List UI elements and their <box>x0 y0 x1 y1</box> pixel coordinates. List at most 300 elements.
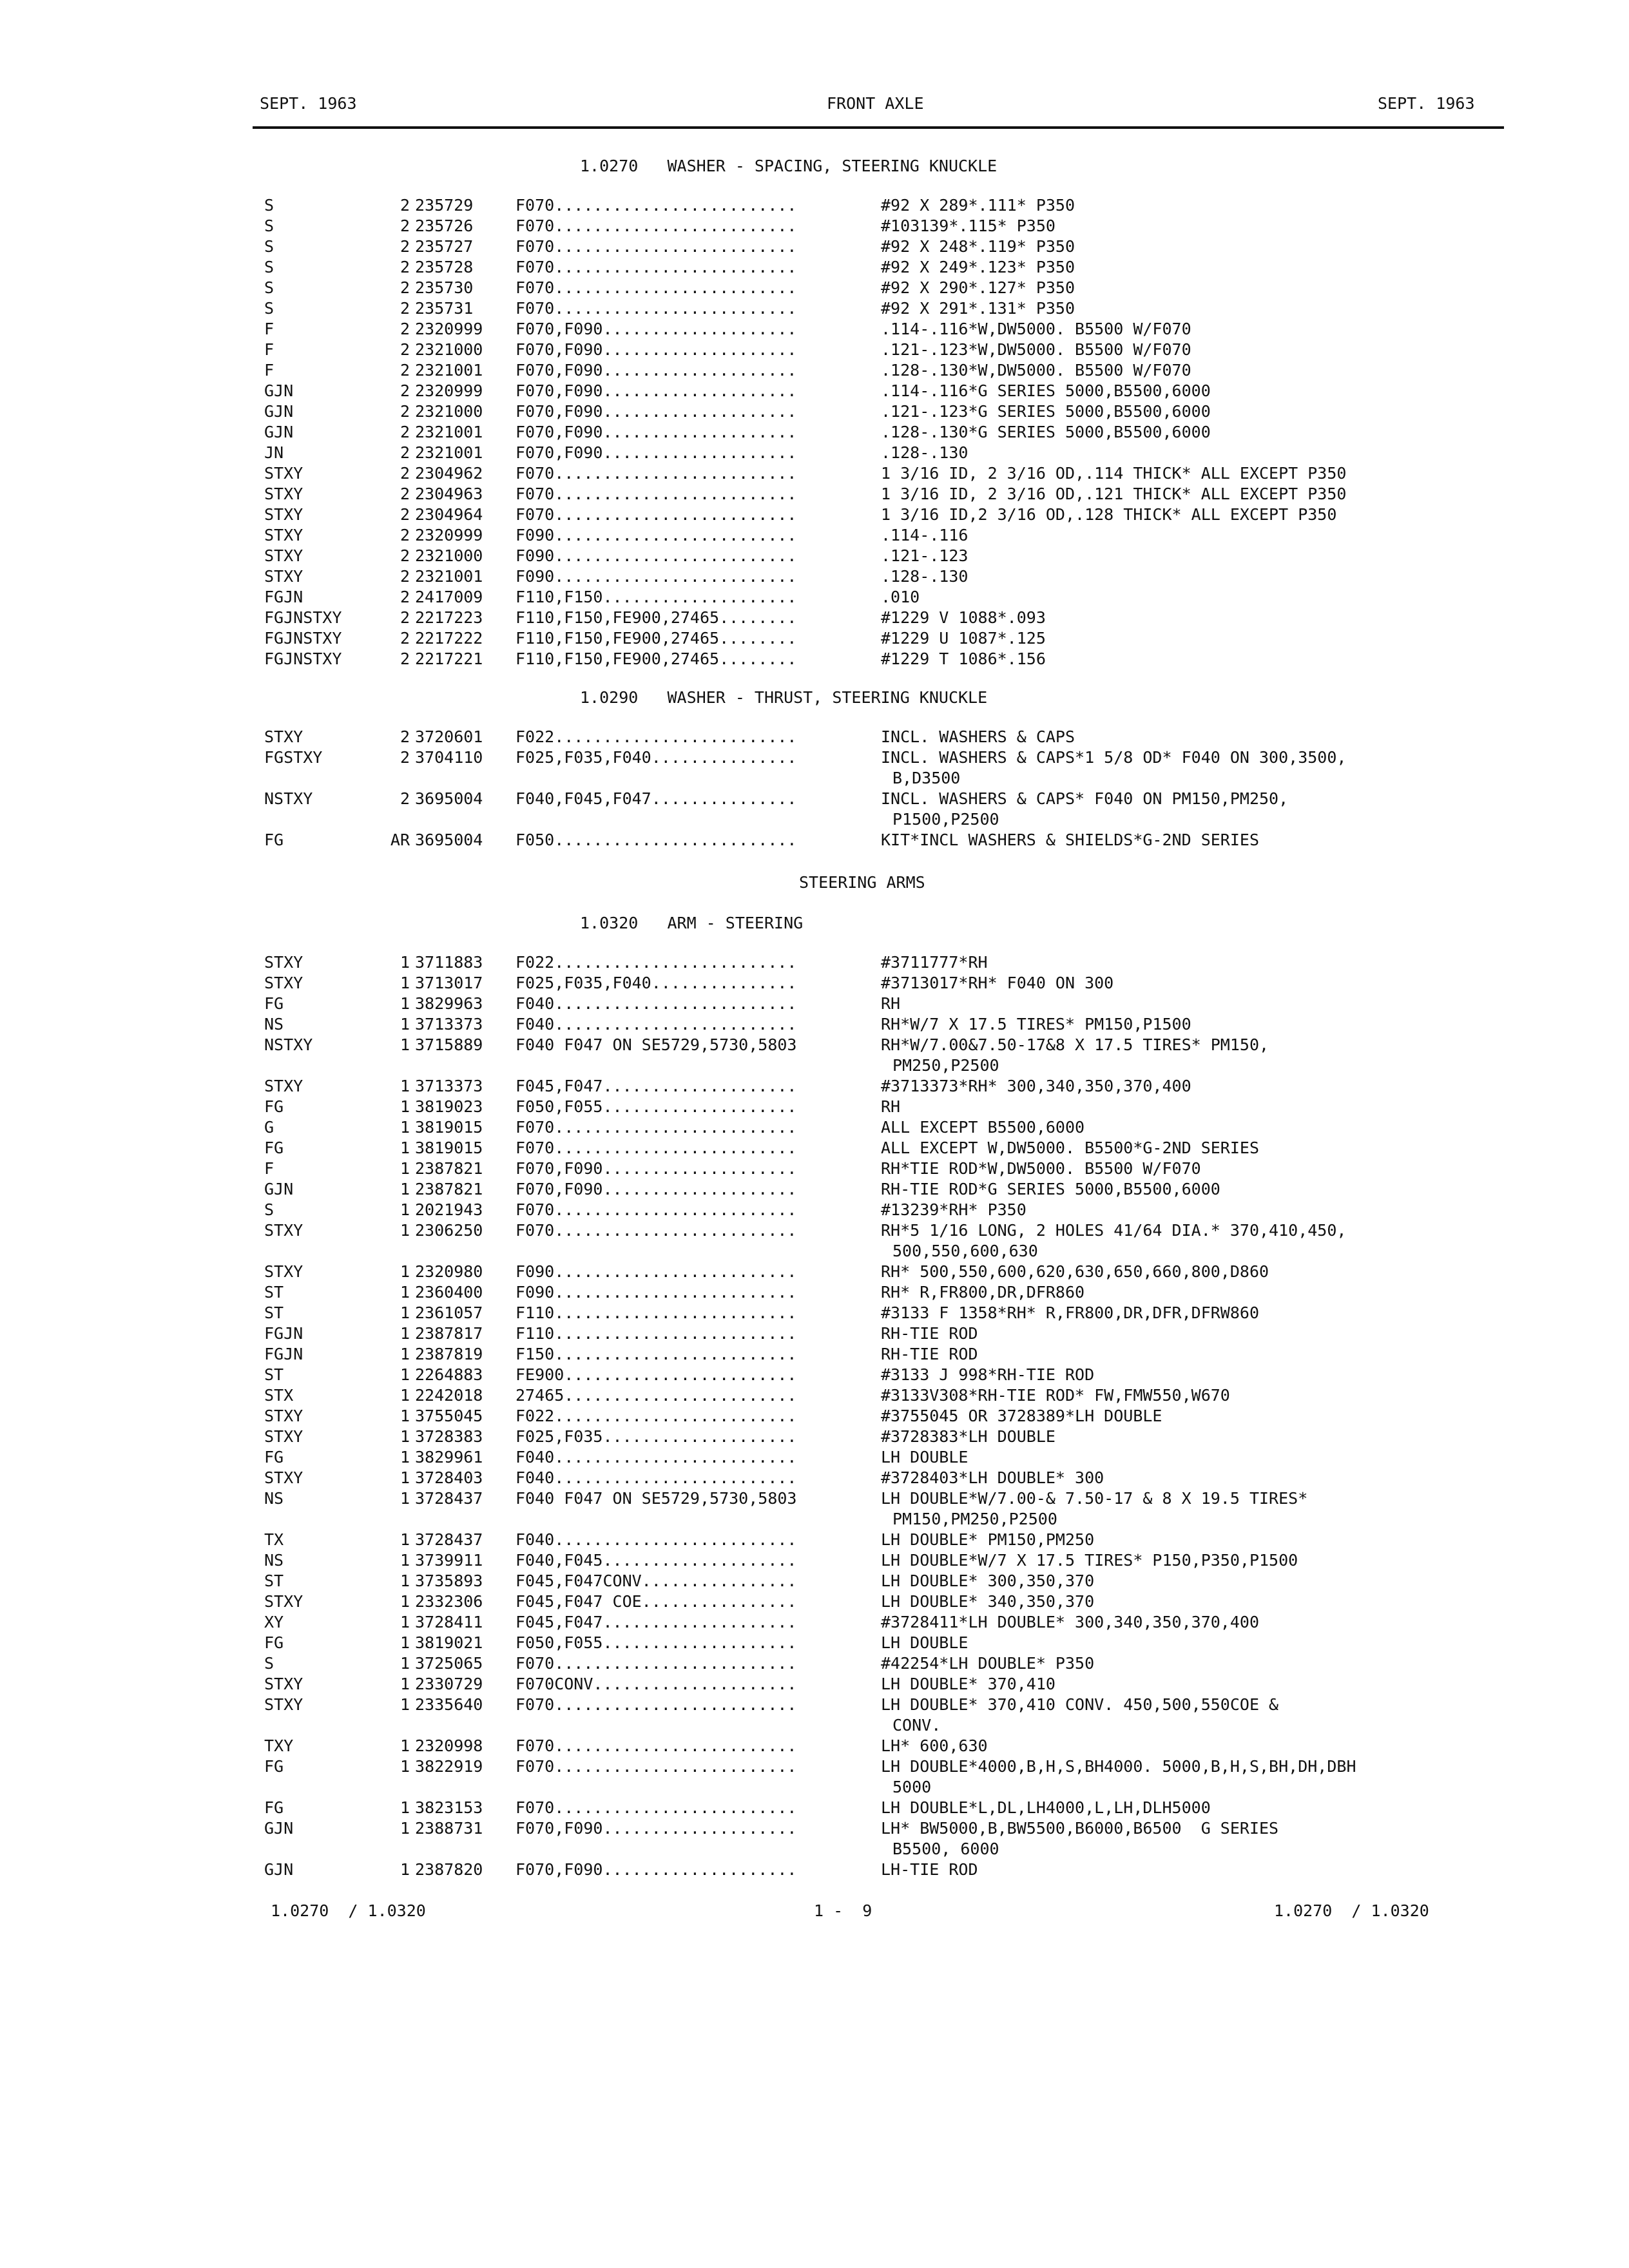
part-row <box>0 1035 1629 1055</box>
description: LH DOUBLE <box>881 1448 969 1466</box>
part-row <box>0 1365 1629 1385</box>
usage-code: NS <box>264 1015 284 1033</box>
part-number: 2335640 <box>415 1695 483 1714</box>
description: RH <box>881 1097 901 1116</box>
section-title: 1.0290 WASHER - THRUST, STEERING KNUCKLE <box>580 688 988 707</box>
quantity: 1 <box>400 1551 410 1570</box>
usage-code: NSTXY <box>264 789 313 808</box>
quantity: 2 <box>400 789 410 808</box>
quantity: 2 <box>400 485 410 503</box>
section-title: 1.0270 WASHER - SPACING, STEERING KNUCKLE <box>580 157 998 175</box>
description: #3713373*RH* 300,340,350,370,400 <box>881 1077 1191 1095</box>
model-ref: F070......................... <box>516 216 797 235</box>
description: #3133V308*RH-TIE ROD* FW,FMW550,W670 <box>881 1386 1230 1405</box>
quantity: 1 <box>400 1015 410 1033</box>
model-ref: F070,F090.................... <box>516 1860 797 1879</box>
description: #1229 T 1086*.156 <box>881 649 1046 668</box>
description: .121-.123 <box>881 546 969 565</box>
model-ref: F022......................... <box>516 1407 797 1425</box>
quantity: 1 <box>400 1365 410 1384</box>
part-row <box>0 1076 1629 1097</box>
usage-code: S <box>264 278 275 297</box>
usage-code: FGSTXY <box>264 748 323 767</box>
part-number: 2217222 <box>415 629 483 648</box>
quantity: 2 <box>400 464 410 483</box>
model-ref: F110,F150,FE900,27465........ <box>516 649 797 668</box>
usage-code: F <box>264 340 275 359</box>
part-number: 2264883 <box>415 1365 483 1384</box>
usage-code: FG <box>264 1798 284 1817</box>
model-ref: F150......................... <box>516 1345 797 1363</box>
quantity: 2 <box>400 196 410 215</box>
part-number: 2330729 <box>415 1675 483 1693</box>
model-ref: F070,F090.................... <box>516 443 797 462</box>
model-ref: F070,F090.................... <box>516 1819 797 1838</box>
quantity: 1 <box>400 1200 410 1219</box>
model-ref: F025,F035.................... <box>516 1427 797 1446</box>
part-row <box>0 830 1629 850</box>
usage-code: FGJNSTXY <box>264 649 342 668</box>
part-row <box>0 1653 1629 1674</box>
usage-code: STXY <box>264 526 304 544</box>
usage-code: F <box>264 361 275 380</box>
part-number: 3829961 <box>415 1448 483 1466</box>
part-row <box>0 1591 1629 1612</box>
part-row <box>0 195 1629 216</box>
description: #92 X 248*.119* P350 <box>881 237 1075 256</box>
usage-code: ST <box>264 1303 284 1322</box>
model-ref: F110......................... <box>516 1303 797 1322</box>
part-number: 3728411 <box>415 1613 483 1631</box>
usage-code: STXY <box>264 1262 304 1281</box>
quantity: 2 <box>400 526 410 544</box>
part-number: 2321000 <box>415 402 483 421</box>
footer-ref-left: 1.0270 / 1.0320 <box>271 1901 426 1920</box>
usage-code: FG <box>264 1633 284 1652</box>
quantity: 2 <box>400 237 410 256</box>
description-continuation: CONV. <box>892 1716 941 1735</box>
model-ref: F070......................... <box>516 1221 797 1240</box>
description: LH DOUBLE* 370,410 CONV. 450,500,550COE & <box>881 1695 1279 1714</box>
model-ref: F070......................... <box>516 1736 797 1755</box>
quantity: 1 <box>400 1592 410 1611</box>
part-row <box>0 628 1629 649</box>
quantity: 1 <box>400 1798 410 1817</box>
part-number: 235731 <box>415 299 474 318</box>
model-ref: F045,F047 COE................ <box>516 1592 797 1611</box>
description: LH* 600,630 <box>881 1736 988 1755</box>
usage-code: STXY <box>264 1077 304 1095</box>
part-row <box>0 789 1629 809</box>
quantity: 1 <box>400 974 410 992</box>
part-row <box>0 1014 1629 1035</box>
part-row <box>0 443 1629 463</box>
description: .114-.116*G SERIES 5000,B5500,6000 <box>881 381 1211 400</box>
model-ref: F045,F047CONV................ <box>516 1571 797 1590</box>
model-ref: F045,F047.................... <box>516 1613 797 1631</box>
description: #3728411*LH DOUBLE* 300,340,350,370,400 <box>881 1613 1259 1631</box>
usage-code: STXY <box>264 1407 304 1425</box>
model-ref: FE900........................ <box>516 1365 797 1384</box>
part-row <box>0 1798 1629 1818</box>
model-ref: F090......................... <box>516 567 797 586</box>
header-date-right: SEPT. 1963 <box>1378 94 1475 113</box>
part-row <box>0 1138 1629 1158</box>
description: .128-.130*W,DW5000. B5500 W/F070 <box>881 361 1191 380</box>
description: LH DOUBLE* 340,350,370 <box>881 1592 1095 1611</box>
part-number: 3819023 <box>415 1097 483 1116</box>
part-row <box>0 952 1629 973</box>
description: #3755045 OR 3728389*LH DOUBLE <box>881 1407 1162 1425</box>
quantity: 2 <box>400 748 410 767</box>
part-number: 2321000 <box>415 340 483 359</box>
part-number: 2320999 <box>415 320 483 338</box>
part-number: 235728 <box>415 258 474 276</box>
usage-code: TXY <box>264 1736 294 1755</box>
usage-code: XY <box>264 1613 284 1631</box>
part-number: 3819015 <box>415 1139 483 1157</box>
quantity: 1 <box>400 1695 410 1714</box>
header-title: FRONT AXLE <box>827 94 924 113</box>
quantity: 1 <box>400 1468 410 1487</box>
part-row <box>0 1097 1629 1117</box>
quantity: 2 <box>400 340 410 359</box>
part-row <box>0 1530 1629 1550</box>
description: LH DOUBLE* 300,350,370 <box>881 1571 1095 1590</box>
part-number: 235730 <box>415 278 474 297</box>
part-number: 2217221 <box>415 649 483 668</box>
quantity: 1 <box>400 1860 410 1879</box>
quantity: 1 <box>400 1262 410 1281</box>
model-ref: F050,F055.................... <box>516 1633 797 1652</box>
model-ref: F070......................... <box>516 1139 797 1157</box>
usage-code: ST <box>264 1571 284 1590</box>
quantity: AR <box>390 831 410 849</box>
quantity: 1 <box>400 994 410 1013</box>
part-number: 2306250 <box>415 1221 483 1240</box>
quantity: 1 <box>400 1283 410 1302</box>
part-number: 2021943 <box>415 1200 483 1219</box>
part-row <box>0 278 1629 298</box>
part-row <box>0 340 1629 360</box>
model-ref: F070,F090.................... <box>516 1159 797 1178</box>
description-continuation: P1500,P2500 <box>892 810 999 829</box>
quantity: 1 <box>400 1736 410 1755</box>
description: #3713017*RH* F040 ON 300 <box>881 974 1114 992</box>
model-ref: F022......................... <box>516 953 797 972</box>
usage-code: FG <box>264 1448 284 1466</box>
part-number: 2321000 <box>415 546 483 565</box>
description-continuation: B,D3500 <box>892 769 961 787</box>
description: #3711777*RH <box>881 953 988 972</box>
quantity: 1 <box>400 1345 410 1363</box>
description: .128-.130 <box>881 567 969 586</box>
usage-code: ST <box>264 1365 284 1384</box>
part-row <box>0 1406 1629 1427</box>
description: RH-TIE ROD <box>881 1324 978 1343</box>
model-ref: F070,F090.................... <box>516 361 797 380</box>
usage-code: STXY <box>264 1427 304 1446</box>
part-number: 3728437 <box>415 1530 483 1549</box>
usage-code: FG <box>264 994 284 1013</box>
part-row <box>0 1756 1629 1777</box>
description-continuation: PM250,P2500 <box>892 1056 999 1075</box>
part-number: 2387820 <box>415 1860 483 1879</box>
model-ref: F110,F150,FE900,27465........ <box>516 608 797 627</box>
usage-code: NS <box>264 1489 284 1508</box>
part-number: 3713373 <box>415 1015 483 1033</box>
part-row <box>0 1117 1629 1138</box>
part-row <box>0 1282 1629 1303</box>
description: #3728403*LH DOUBLE* 300 <box>881 1468 1104 1487</box>
part-row <box>0 1818 1629 1839</box>
part-number: 2387819 <box>415 1345 483 1363</box>
part-number: 3720601 <box>415 727 483 746</box>
usage-code: STXY <box>264 464 304 483</box>
part-row <box>0 1550 1629 1571</box>
model-ref: F090......................... <box>516 1283 797 1302</box>
usage-code: FG <box>264 1757 284 1776</box>
header-date-left: SEPT. 1963 <box>260 94 357 113</box>
description: RH* 500,550,600,620,630,650,660,800,D860 <box>881 1262 1269 1281</box>
part-row <box>0 1303 1629 1323</box>
description: .128-.130*G SERIES 5000,B5500,6000 <box>881 423 1211 441</box>
description: RH-TIE ROD*G SERIES 5000,B5500,6000 <box>881 1180 1220 1198</box>
part-row <box>0 381 1629 401</box>
quantity: 1 <box>400 1077 410 1095</box>
model-ref: F070......................... <box>516 1118 797 1137</box>
part-row <box>0 319 1629 340</box>
description-continuation: 500,550,600,630 <box>892 1242 1038 1260</box>
quantity: 1 <box>400 1159 410 1178</box>
model-ref: F040,F045.................... <box>516 1551 797 1570</box>
quantity: 2 <box>400 588 410 606</box>
usage-code: FGJNSTXY <box>264 608 342 627</box>
description: LH DOUBLE*4000,B,H,S,BH4000. 5000,B,H,S,BH,DH,DBH <box>881 1757 1356 1776</box>
quantity: 2 <box>400 361 410 380</box>
description: #1229 U 1087*.125 <box>881 629 1046 648</box>
quantity: 1 <box>400 1675 410 1693</box>
usage-code: F <box>264 1159 275 1178</box>
usage-code: S <box>264 196 275 215</box>
part-number: 3713017 <box>415 974 483 992</box>
part-row <box>0 1447 1629 1468</box>
part-number: 2387817 <box>415 1324 483 1343</box>
part-row <box>0 1674 1629 1695</box>
description: #103139*.115* P350 <box>881 216 1055 235</box>
part-number: 235726 <box>415 216 474 235</box>
usage-code: FGJN <box>264 1324 304 1343</box>
model-ref: F040......................... <box>516 1530 797 1549</box>
part-row <box>0 1468 1629 1488</box>
usage-code: S <box>264 1654 275 1673</box>
description: LH DOUBLE* PM150,PM250 <box>881 1530 1095 1549</box>
part-number: 2321001 <box>415 423 483 441</box>
part-number: 3715889 <box>415 1035 483 1054</box>
quantity: 1 <box>400 1097 410 1116</box>
description: LH* BW5000,B,BW5500,B6000,B6500 G SERIES <box>881 1819 1279 1838</box>
quantity: 1 <box>400 1448 410 1466</box>
part-number: 2304964 <box>415 505 483 524</box>
part-number: 3735893 <box>415 1571 483 1590</box>
part-number: 2304962 <box>415 464 483 483</box>
description: #92 X 290*.127* P350 <box>881 278 1075 297</box>
part-number: 2387821 <box>415 1159 483 1178</box>
usage-code: FGJN <box>264 1345 304 1363</box>
quantity: 1 <box>400 1757 410 1776</box>
description: #92 X 289*.111* P350 <box>881 196 1075 215</box>
part-number: 3819015 <box>415 1118 483 1137</box>
description: 1 3/16 ID, 2 3/16 OD,.121 THICK* ALL EXCEPT P350 <box>881 485 1347 503</box>
usage-code: STXY <box>264 1468 304 1487</box>
part-row <box>0 1633 1629 1653</box>
model-ref: F110......................... <box>516 1324 797 1343</box>
part-row <box>0 1220 1629 1241</box>
part-number: 2242018 <box>415 1386 483 1405</box>
model-ref: F070,F090.................... <box>516 402 797 421</box>
quantity: 2 <box>400 278 410 297</box>
model-ref: F070......................... <box>516 1654 797 1673</box>
usage-code: STX <box>264 1386 294 1405</box>
part-row <box>0 546 1629 566</box>
usage-code: F <box>264 320 275 338</box>
part-number: 3695004 <box>415 789 483 808</box>
description: LH DOUBLE*L,DL,LH4000,L,LH,DLH5000 <box>881 1798 1211 1817</box>
part-row <box>0 973 1629 994</box>
quantity: 2 <box>400 299 410 318</box>
quantity: 2 <box>400 505 410 524</box>
part-row <box>0 1571 1629 1591</box>
part-number: 2417009 <box>415 588 483 606</box>
part-number: 3728383 <box>415 1427 483 1446</box>
part-number: 3725065 <box>415 1654 483 1673</box>
description-continuation: 5000 <box>892 1778 932 1796</box>
part-row <box>0 401 1629 422</box>
model-ref: F110,F150.................... <box>516 588 797 606</box>
part-number: 2320999 <box>415 526 483 544</box>
description: INCL. WASHERS & CAPS <box>881 727 1075 746</box>
part-row <box>0 1612 1629 1633</box>
quantity: 2 <box>400 258 410 276</box>
model-ref: F070......................... <box>516 505 797 524</box>
model-ref: F050......................... <box>516 831 797 849</box>
model-ref: F040......................... <box>516 994 797 1013</box>
model-ref: F070CONV..................... <box>516 1675 797 1693</box>
usage-code: STXY <box>264 727 304 746</box>
model-ref: F070......................... <box>516 278 797 297</box>
quantity: 2 <box>400 402 410 421</box>
part-number: 3819021 <box>415 1633 483 1652</box>
model-ref: F025,F035,F040............... <box>516 974 797 992</box>
part-row <box>0 505 1629 525</box>
part-row <box>0 1179 1629 1200</box>
model-ref: F110,F150,FE900,27465........ <box>516 629 797 648</box>
quantity: 2 <box>400 608 410 627</box>
description: .114-.116 <box>881 526 969 544</box>
quantity: 1 <box>400 1386 410 1405</box>
model-ref: F022......................... <box>516 727 797 746</box>
model-ref: F090......................... <box>516 526 797 544</box>
part-number: 2360400 <box>415 1283 483 1302</box>
model-ref: F040......................... <box>516 1015 797 1033</box>
description: #3133 J 998*RH-TIE ROD <box>881 1365 1095 1384</box>
model-ref: F070......................... <box>516 196 797 215</box>
usage-code: S <box>264 299 275 318</box>
model-ref: F070......................... <box>516 485 797 503</box>
description: #3133 F 1358*RH* R,FR800,DR,DFR,DFRW860 <box>881 1303 1259 1322</box>
model-ref: F070......................... <box>516 299 797 318</box>
quantity: 1 <box>400 1427 410 1446</box>
usage-code: STXY <box>264 974 304 992</box>
part-row <box>0 994 1629 1014</box>
usage-code: FGJNSTXY <box>264 629 342 648</box>
usage-code: FG <box>264 831 284 849</box>
usage-code: G <box>264 1118 275 1137</box>
usage-code: STXY <box>264 953 304 972</box>
model-ref: F025,F035,F040............... <box>516 748 797 767</box>
description: #13239*RH* P350 <box>881 1200 1027 1219</box>
description: 1 3/16 ID, 2 3/16 OD,.114 THICK* ALL EXCEPT P350 <box>881 464 1347 483</box>
usage-code: GJN <box>264 1819 294 1838</box>
part-row <box>0 484 1629 505</box>
part-number: 3728403 <box>415 1468 483 1487</box>
usage-code: GJN <box>264 1860 294 1879</box>
part-row <box>0 1200 1629 1220</box>
quantity: 2 <box>400 727 410 746</box>
part-number: 3739911 <box>415 1551 483 1570</box>
section-title: STEERING ARMS <box>799 873 925 892</box>
part-row <box>0 727 1629 747</box>
usage-code: TX <box>264 1530 284 1549</box>
usage-code: NSTXY <box>264 1035 313 1054</box>
quantity: 1 <box>400 1407 410 1425</box>
part-number: 3823153 <box>415 1798 483 1817</box>
model-ref: F070......................... <box>516 258 797 276</box>
description: LH DOUBLE*W/7 X 17.5 TIRES* P150,P350,P1500 <box>881 1551 1298 1570</box>
quantity: 2 <box>400 423 410 441</box>
part-row <box>0 1488 1629 1509</box>
part-number: 235727 <box>415 237 474 256</box>
model-ref: F070,F090.................... <box>516 1180 797 1198</box>
description: #42254*LH DOUBLE* P350 <box>881 1654 1095 1673</box>
usage-code: S <box>264 216 275 235</box>
quantity: 1 <box>400 1489 410 1508</box>
usage-code: GJN <box>264 381 294 400</box>
part-number: 2217223 <box>415 608 483 627</box>
part-row <box>0 360 1629 381</box>
part-row <box>0 1427 1629 1447</box>
part-number: 2388731 <box>415 1819 483 1838</box>
model-ref: F040 F047 ON SE5729,5730,5803 <box>516 1489 797 1508</box>
quantity: 1 <box>400 1180 410 1198</box>
quantity: 2 <box>400 649 410 668</box>
part-row <box>0 1158 1629 1179</box>
quantity: 2 <box>400 629 410 648</box>
part-row <box>0 1385 1629 1406</box>
footer-ref-right: 1.0270 / 1.0320 <box>1274 1901 1429 1920</box>
description: #92 X 249*.123* P350 <box>881 258 1075 276</box>
description: RH*5 1/16 LONG, 2 HOLES 41/64 DIA.* 370,410,450, <box>881 1221 1347 1240</box>
model-ref: F070,F090.................... <box>516 320 797 338</box>
model-ref: 27465........................ <box>516 1386 797 1405</box>
quantity: 2 <box>400 443 410 462</box>
part-row <box>0 1736 1629 1756</box>
description: LH DOUBLE*W/7.00-& 7.50-17 & 8 X 19.5 TIRES* <box>881 1489 1308 1508</box>
quantity: 1 <box>400 1613 410 1631</box>
part-row <box>0 1323 1629 1344</box>
part-row <box>0 298 1629 319</box>
usage-code: NS <box>264 1551 284 1570</box>
